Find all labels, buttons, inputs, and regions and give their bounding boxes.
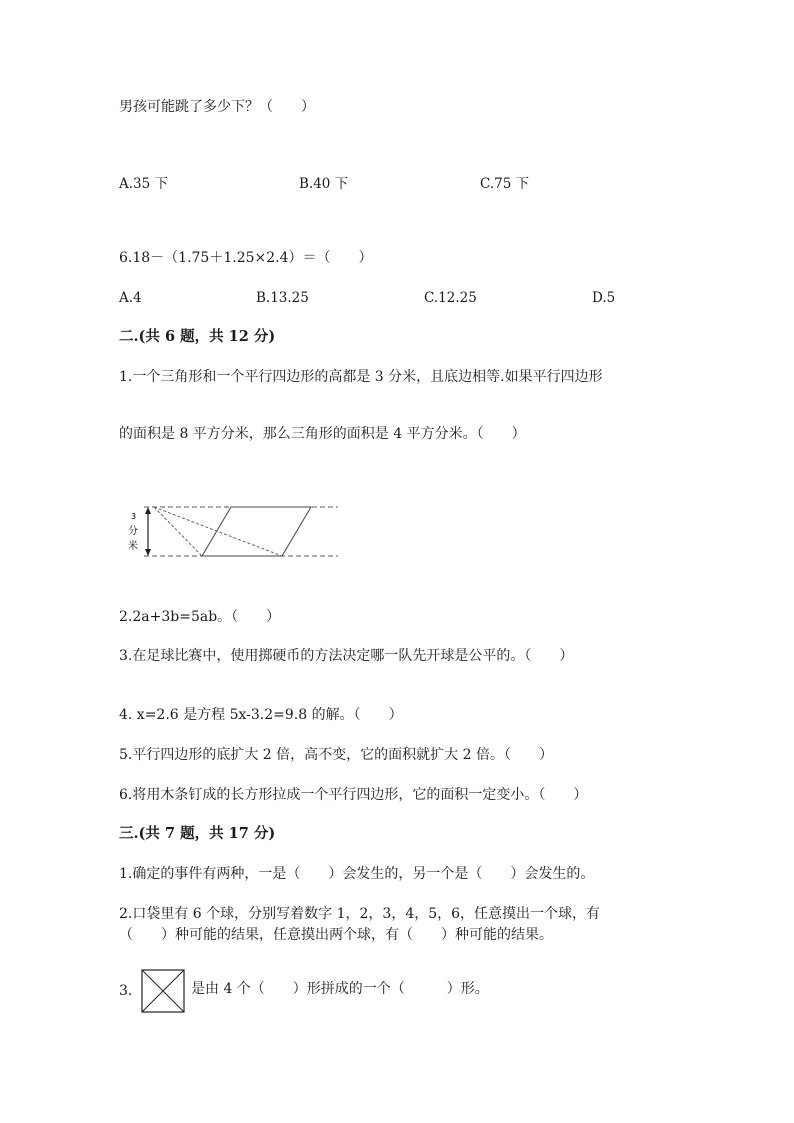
s2-q5: 5.平行四边形的底扩大 2 倍，高不变，它的面积就扩大 2 倍。（ ） bbox=[119, 747, 553, 763]
section2-title: 二.(共 6 题，共 12 分) bbox=[119, 328, 276, 345]
q6-option-b: B.13.25 bbox=[256, 290, 309, 306]
q5-option-a: A.35 下 bbox=[119, 176, 169, 192]
s3-q1: 1.确定的事件有两种，一是（ ）会发生的，另一个是（ ）会发生的。 bbox=[119, 866, 595, 882]
q6-option-a: A.4 bbox=[119, 290, 142, 306]
s3-q3-number: 3. bbox=[119, 983, 133, 999]
square-diagonals-figure bbox=[141, 969, 185, 1017]
s2-q1-line1: 1.一个三角形和一个平行四边形的高都是 3 分米，且底边相等.如果平行四边形 bbox=[119, 369, 603, 385]
s2-q4: 4. x=2.6 是方程 5x-3.2=9.8 的解。（ ） bbox=[119, 707, 403, 723]
figure-label-fen: 分 bbox=[128, 526, 138, 537]
section3-title: 三.(共 7 题，共 17 分) bbox=[119, 825, 276, 842]
q6-stem: 6.18－（1.75＋1.25×2.4）＝（ ） bbox=[119, 250, 373, 266]
figure-label-3: 3 bbox=[131, 512, 137, 521]
s3-q2-line1: 2.口袋里有 6 个球，分别写着数字 1，2，3，4，5，6，任意摸出一个球，有 bbox=[119, 906, 601, 922]
s2-q6: 6.将用木条钉成的长方形拉成一个平行四边形，它的面积一定变小。（ ） bbox=[119, 787, 588, 803]
s2-q2: 2.2a+3b=5ab。（ ） bbox=[119, 609, 281, 625]
s3-q2-line2: （ ）种可能的结果，任意摸出两个球，有（ ）种可能的结果。 bbox=[119, 927, 553, 943]
q5-option-b: B.40 下 bbox=[299, 176, 349, 192]
triangle-parallelogram-figure bbox=[118, 498, 348, 568]
s2-q3: 3.在足球比赛中，使用掷硬币的方法决定哪一队先开球是公平的。（ ） bbox=[119, 648, 574, 664]
q5-stem: 男孩可能跳了多少下？（ ） bbox=[119, 99, 315, 115]
q6-option-c: C.12.25 bbox=[424, 290, 477, 306]
q6-option-d: D.5 bbox=[592, 290, 616, 306]
s3-q3-text: 是由 4 个（ ）形拼成的一个（ ）形。 bbox=[191, 981, 489, 997]
q5-option-c: C.75 下 bbox=[480, 176, 530, 192]
s2-q1-line2: 的面积是 8 平方分米，那么三角形的面积是 4 平方分米。（ ） bbox=[119, 426, 526, 442]
figure-label-mi: 米 bbox=[128, 541, 138, 552]
